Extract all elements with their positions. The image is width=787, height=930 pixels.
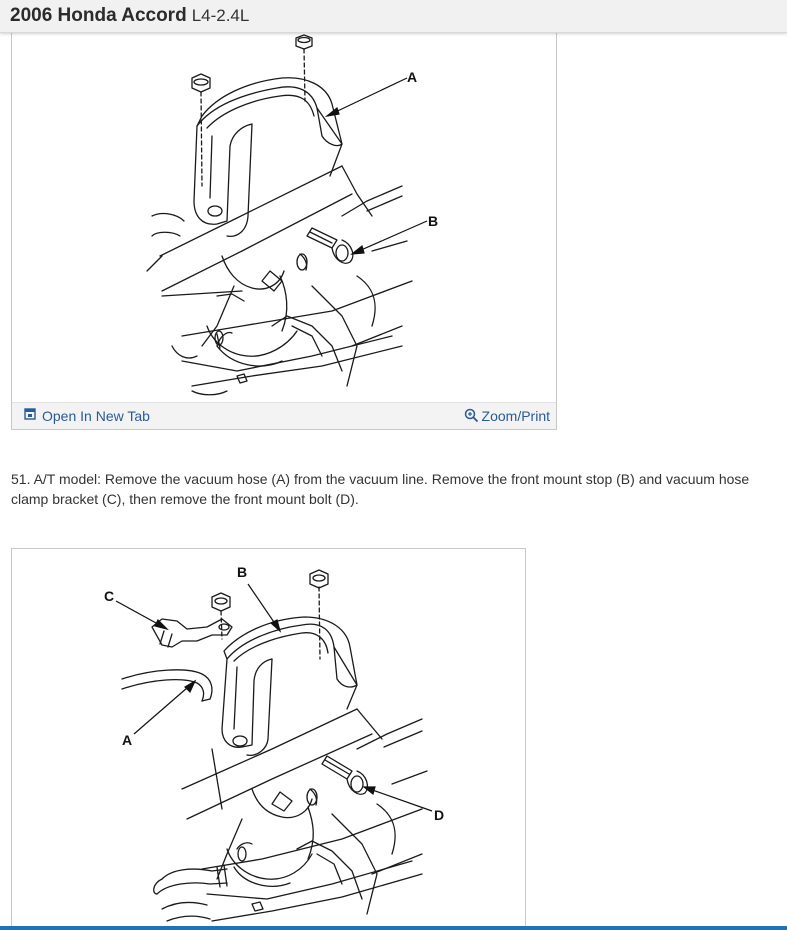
mount-diagram-2 <box>12 549 527 930</box>
callout-b: B <box>237 564 248 580</box>
figure-toolbar <box>12 402 556 429</box>
zoom-magnifier-icon <box>464 409 479 424</box>
step-instruction: 51. A/T model: Remove the vacuum hose (A) from the vacuum line. Remove the front mount stop (B) and vacuum hose clamp bracket (C), then remove the front mount bolt (D). <box>11 471 750 507</box>
mount-diagram-1 <box>12 26 558 404</box>
open-new-tab-icon <box>24 410 36 422</box>
vehicle-title: 2006 Honda Accord <box>10 5 187 26</box>
page-header <box>0 0 787 33</box>
zoom-print-link[interactable] <box>464 408 550 424</box>
callout-b: B <box>428 213 439 229</box>
engine-label: L4-2.4L <box>191 6 250 25</box>
callout-a: A <box>122 732 133 748</box>
open-new-tab-link[interactable] <box>24 408 150 424</box>
zoom-print-label: Zoom/Print <box>481 408 550 424</box>
callout-c: C <box>104 588 115 604</box>
figure-vacuum-hose-mount <box>11 548 526 930</box>
callout-a: A <box>407 69 418 85</box>
figure-front-mount-stop <box>11 25 557 430</box>
open-new-tab-label: Open In New Tab <box>42 408 150 424</box>
callout-d: D <box>434 807 445 823</box>
bottom-accent-bar <box>0 926 787 930</box>
